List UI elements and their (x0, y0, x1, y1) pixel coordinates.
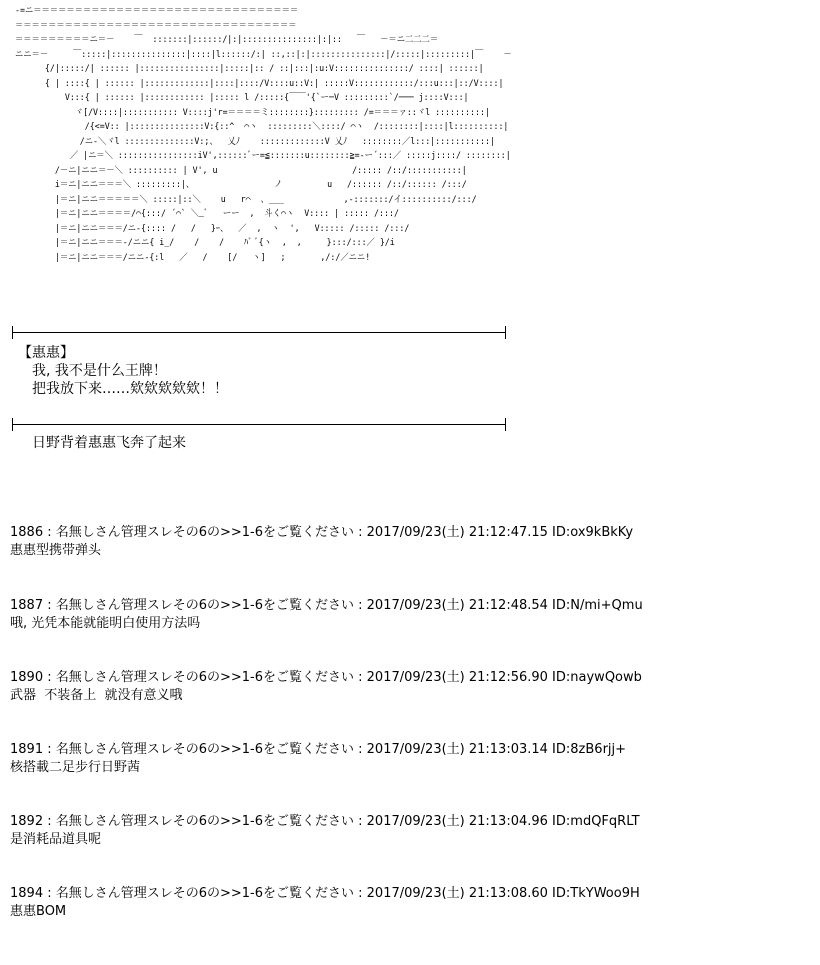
narration-text: 日野背着惠惠飞奔了起来 (32, 435, 186, 451)
post-body: 哦, 光凭本能就能明白使用方法吗 (10, 616, 201, 631)
ascii-art-illustration (10, 4, 570, 322)
post-body: 惠惠BOM (10, 904, 67, 919)
post-body: 核搭載二足步行日野茜 (10, 760, 141, 775)
post-header: 1887 : 名無しさん管理スレその6の>>1-6をご覧ください : 2017/09/23(土) 21:12:48.54 ID:N/mi+Qmu (10, 598, 643, 613)
post-header: 1891 : 名無しさん管理スレその6の>>1-6をご覧ください : 2017/09/23(土) 21:13:03.14 ID:8zB6rjj+ (10, 742, 627, 757)
post-body: 武器 不装备上 就没有意义哦 (10, 688, 183, 703)
post-body: 惠惠型携带弹头 (10, 543, 102, 558)
dialogue-line-1: 我, 我不是什么王牌！ (32, 363, 167, 379)
post-header: 1892 : 名無しさん管理スレその6の>>1-6をご覧ください : 2017/09/23(土) 21:13:04.96 ID:mdQFqRLT (10, 814, 640, 829)
ascii-art-text: -=ニ＝＝＝＝＝＝＝＝＝＝＝＝＝＝＝＝＝＝＝＝＝＝＝＝＝＝＝＝＝＝＝＝ ＝＝＝＝＝＝＝＝＝＝＝＝＝＝＝＝＝＝＝＝＝＝＝＝＝＝＝＝＝＝＝＝＝＝ ＝＝＝＝＝＝＝＝＝ニ＝－ ￣ :::::::|::::::/|:|:::::::::::::::|:|:: ￣ －＝ニ二二二＝ ニニ＝－ ￣:::::|:::::::::::::::|::::|l::::::/:| ::,::|:|:::::::::::::::|/:::::|:::::::::|￣ － {/|:::::/| :::::: |::::::::::::::::|:::::|:: / ::|:::|:u:V:::::::::::::::/ ::::| ::::::| { | ::::{ | :::::: |:::::::::::::|::::|::::/V::::u::V:| :::::V::::::::::::/:::u:::|::/V::::| V:::{ | :::::: |:::::::::::: |::::: l /:::::{￣￣'{`ー─V :::::::::`/─── j::::V:::| ヾ[/V::::|::::::::::: V::::j'r=＝＝＝＝ミ::::::::}::::::::: /=＝＝＝ァ::ヾl ::::::::::| /{<=V:: |:::::::::::::::V:{::^ ⌒ヽ :::::::::＼::::/ ⌒ヽ /::::::::|::::|l::::::::::| /ニ-＼ヾl ::::::::::::::V:;、 乂ﾉ :::::::::::::V 乂ﾉ ::::::::／l:::|:::::::::::| ／ |ニ＝＼ ::::::::::::::::iV',::::::ﾞー=≦:::::::u::::::::≧=-ー´:::／ :::::j::::/ ::::::::| /－ニ|ニニ＝－＼ :::::::::: | V', u /::::: /::/:::::::::::| i＝ニ|ニニ＝＝＝＼ :::::::::|、 ノ u /:::::: /::/:::::: /:::/ |＝ニ|ニニ＝＝＝＝＝＼ :::::|::＼ u r⌒ 、___ ,-:::::::/イ::::::::::/:::/ |＝ニ|ニニ＝＝＝＝/⌒{:::/ ´⌒` ＼_ﾞ ーー , 斗く⌒ヽ V:::: | ::::: /:::/ |＝ニ|ニニ＝＝＝/ニ-{:::: / / }ｰ、 ／ , ヽ ', V::::: /::::: /:::/ |＝ニ|ニニ＝＝＝-/ニニ{ i_/ / / ﾊﾞ ﾞ{ヽ , , }:::/:::／ }/i |＝ニ|ニニ＝＝＝/ニニ-{:l ／ / [/ ヽ] ; ,/:/／ニニ! (14, 6, 512, 263)
dialogue-line-2: 把我放下来……欸欸欸欸欸！！ (32, 381, 228, 397)
post-header: 1894 : 名無しさん管理スレその6の>>1-6をご覧ください : 2017/09/23(土) 21:13:08.60 ID:TkYWoo9H (10, 886, 640, 901)
post-body: 是消耗品道具呢 (10, 832, 102, 847)
top-divider (12, 332, 506, 333)
post-header: 1886 : 名無しさん管理スレその6の>>1-6をご覧ください : 2017/09/23(土) 21:12:47.15 ID:ox9kBkKy (10, 525, 634, 540)
speaker-name: 【惠惠】 (18, 345, 74, 361)
post-header: 1890 : 名無しさん管理スレその6の>>1-6をご覧ください : 2017/09/23(土) 21:12:56.90 ID:naywQowb (10, 670, 642, 685)
bottom-divider (12, 424, 506, 425)
